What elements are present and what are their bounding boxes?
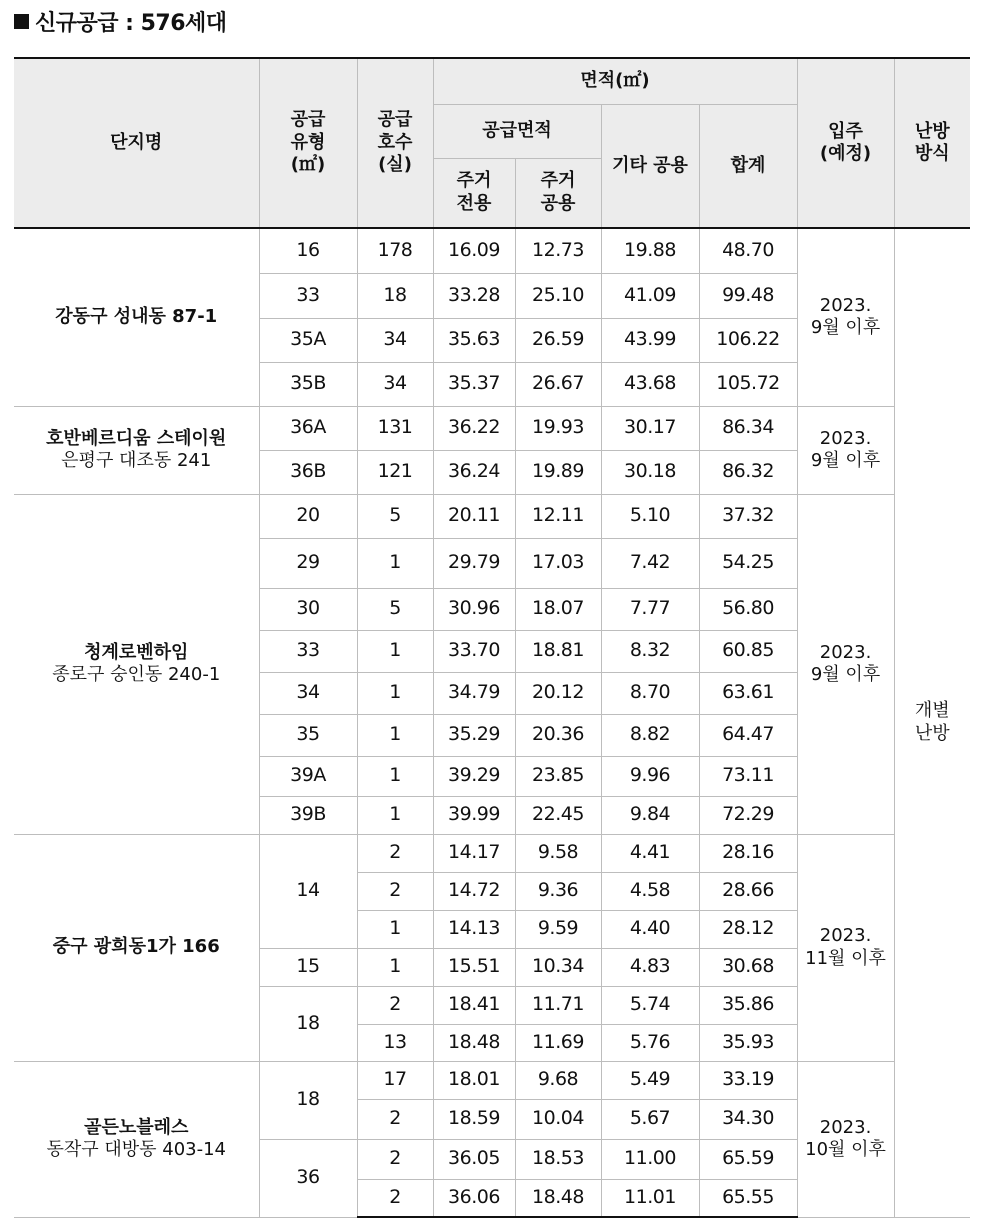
total-area-cell: 73.11 bbox=[699, 756, 797, 796]
exclusive-area-cell: 39.99 bbox=[433, 796, 515, 834]
supply-type-cell: 33 bbox=[259, 273, 357, 318]
header-complex-name: 단지명 bbox=[14, 58, 259, 228]
heating-cell: 개별 난방 bbox=[894, 228, 970, 1217]
residential-common-cell: 12.73 bbox=[515, 228, 601, 273]
header-heating: 난방 방식 bbox=[894, 58, 970, 228]
units-cell: 17 bbox=[357, 1061, 433, 1099]
supply-type-cell: 18 bbox=[259, 986, 357, 1061]
residential-common-cell: 11.71 bbox=[515, 986, 601, 1024]
units-cell: 2 bbox=[357, 986, 433, 1024]
complex-address: 동작구 대방동 403-14 bbox=[46, 1139, 227, 1160]
table-row bbox=[14, 228, 970, 273]
exclusive-area-cell: 36.05 bbox=[433, 1139, 515, 1179]
units-cell: 5 bbox=[357, 494, 433, 538]
other-common-cell: 11.01 bbox=[601, 1179, 699, 1217]
total-area-cell: 28.16 bbox=[699, 834, 797, 872]
residential-common-cell: 18.53 bbox=[515, 1139, 601, 1179]
total-area-cell: 64.47 bbox=[699, 714, 797, 756]
page-title-text: 신규공급 : 576세대 bbox=[35, 11, 227, 36]
table-row bbox=[14, 494, 970, 538]
units-cell: 2 bbox=[357, 872, 433, 910]
supply-type-cell: 35A bbox=[259, 318, 357, 362]
exclusive-area-cell: 36.24 bbox=[433, 450, 515, 494]
other-common-cell: 8.70 bbox=[601, 672, 699, 714]
total-area-cell: 28.12 bbox=[699, 910, 797, 948]
other-common-cell: 11.00 bbox=[601, 1139, 699, 1179]
other-common-cell: 5.10 bbox=[601, 494, 699, 538]
residential-common-cell: 9.59 bbox=[515, 910, 601, 948]
other-common-cell: 4.41 bbox=[601, 834, 699, 872]
residential-common-cell: 18.48 bbox=[515, 1179, 601, 1217]
other-common-cell: 4.58 bbox=[601, 872, 699, 910]
units-cell: 1 bbox=[357, 756, 433, 796]
supply-type-cell: 35 bbox=[259, 714, 357, 756]
other-common-cell: 7.77 bbox=[601, 588, 699, 630]
units-cell: 2 bbox=[357, 1099, 433, 1139]
table-row bbox=[14, 406, 970, 450]
residential-common-cell: 9.58 bbox=[515, 834, 601, 872]
residential-common-cell: 19.93 bbox=[515, 406, 601, 450]
units-cell: 1 bbox=[357, 948, 433, 986]
total-area-cell: 28.66 bbox=[699, 872, 797, 910]
other-common-cell: 8.82 bbox=[601, 714, 699, 756]
exclusive-area-cell: 18.48 bbox=[433, 1024, 515, 1061]
total-area-cell: 86.34 bbox=[699, 406, 797, 450]
header-total: 합계 bbox=[699, 104, 797, 228]
other-common-cell: 5.74 bbox=[601, 986, 699, 1024]
units-cell: 18 bbox=[357, 273, 433, 318]
complex-address: 은평구 대조동 241 bbox=[61, 450, 212, 471]
total-area-cell: 60.85 bbox=[699, 630, 797, 672]
residential-common-cell: 9.68 bbox=[515, 1061, 601, 1099]
exclusive-area-cell: 33.70 bbox=[433, 630, 515, 672]
header-supply-type: 공급 유형 (㎡) bbox=[259, 58, 357, 228]
total-area-cell: 65.55 bbox=[699, 1179, 797, 1217]
residential-common-cell: 22.45 bbox=[515, 796, 601, 834]
supply-type-cell: 39A bbox=[259, 756, 357, 796]
other-common-cell: 9.96 bbox=[601, 756, 699, 796]
units-cell: 1 bbox=[357, 910, 433, 948]
exclusive-area-cell: 18.41 bbox=[433, 986, 515, 1024]
exclusive-area-cell: 16.09 bbox=[433, 228, 515, 273]
residential-common-cell: 12.11 bbox=[515, 494, 601, 538]
units-cell: 1 bbox=[357, 796, 433, 834]
exclusive-area-cell: 14.13 bbox=[433, 910, 515, 948]
supply-type-cell: 35B bbox=[259, 362, 357, 406]
supply-type-cell: 34 bbox=[259, 672, 357, 714]
exclusive-area-cell: 15.51 bbox=[433, 948, 515, 986]
units-cell: 5 bbox=[357, 588, 433, 630]
other-common-cell: 4.40 bbox=[601, 910, 699, 948]
residential-common-cell: 26.67 bbox=[515, 362, 601, 406]
residential-common-cell: 9.36 bbox=[515, 872, 601, 910]
supply-type-cell: 29 bbox=[259, 538, 357, 588]
supply-type-cell: 16 bbox=[259, 228, 357, 273]
complex-name: 강동구 성내동 87-1 bbox=[55, 306, 218, 327]
residential-common-cell: 11.69 bbox=[515, 1024, 601, 1061]
move-in-cell: 2023. 9월 이후 bbox=[797, 494, 894, 834]
move-in-cell: 2023. 11월 이후 bbox=[797, 834, 894, 1061]
total-area-cell: 106.22 bbox=[699, 318, 797, 362]
residential-common-cell: 17.03 bbox=[515, 538, 601, 588]
header-move-in: 입주 (예정) bbox=[797, 58, 894, 228]
total-area-cell: 99.48 bbox=[699, 273, 797, 318]
total-area-cell: 105.72 bbox=[699, 362, 797, 406]
exclusive-area-cell: 29.79 bbox=[433, 538, 515, 588]
exclusive-area-cell: 33.28 bbox=[433, 273, 515, 318]
supply-type-cell: 36 bbox=[259, 1139, 357, 1217]
residential-common-cell: 19.89 bbox=[515, 450, 601, 494]
header-exclusive: 주거 전용 bbox=[433, 158, 515, 228]
move-in-cell: 2023. 9월 이후 bbox=[797, 406, 894, 494]
other-common-cell: 41.09 bbox=[601, 273, 699, 318]
exclusive-area-cell: 36.06 bbox=[433, 1179, 515, 1217]
other-common-cell: 19.88 bbox=[601, 228, 699, 273]
other-common-cell: 5.76 bbox=[601, 1024, 699, 1061]
total-area-cell: 35.93 bbox=[699, 1024, 797, 1061]
exclusive-area-cell: 14.17 bbox=[433, 834, 515, 872]
exclusive-area-cell: 35.37 bbox=[433, 362, 515, 406]
units-cell: 1 bbox=[357, 672, 433, 714]
square-bullet-icon bbox=[14, 14, 29, 29]
residential-common-cell: 18.81 bbox=[515, 630, 601, 672]
complex-name-cell bbox=[14, 494, 259, 834]
units-cell: 1 bbox=[357, 538, 433, 588]
complex-name: 호반베르디움 스테이원 bbox=[46, 427, 227, 449]
supply-table bbox=[14, 57, 970, 1218]
other-common-cell: 7.42 bbox=[601, 538, 699, 588]
exclusive-area-cell: 30.96 bbox=[433, 588, 515, 630]
exclusive-area-cell: 18.01 bbox=[433, 1061, 515, 1099]
other-common-cell: 4.83 bbox=[601, 948, 699, 986]
other-common-cell: 5.49 bbox=[601, 1061, 699, 1099]
header-other-common: 기타 공용 bbox=[601, 104, 699, 228]
header-residential-common: 주거 공용 bbox=[515, 158, 601, 228]
units-cell: 34 bbox=[357, 318, 433, 362]
other-common-cell: 5.67 bbox=[601, 1099, 699, 1139]
complex-name: 중구 광희동1가 166 bbox=[52, 936, 220, 958]
total-area-cell: 35.86 bbox=[699, 986, 797, 1024]
supply-type-cell: 15 bbox=[259, 948, 357, 986]
complex-name-cell bbox=[14, 228, 259, 406]
total-area-cell: 37.32 bbox=[699, 494, 797, 538]
residential-common-cell: 25.10 bbox=[515, 273, 601, 318]
exclusive-area-cell: 20.11 bbox=[433, 494, 515, 538]
units-cell: 178 bbox=[357, 228, 433, 273]
other-common-cell: 9.84 bbox=[601, 796, 699, 834]
complex-name: 청계로벤하임 bbox=[84, 641, 189, 663]
units-cell: 13 bbox=[357, 1024, 433, 1061]
units-cell: 131 bbox=[357, 406, 433, 450]
move-in-cell: 2023. 9월 이후 bbox=[797, 228, 894, 406]
table-row bbox=[14, 834, 970, 872]
supply-type-cell: 33 bbox=[259, 630, 357, 672]
exclusive-area-cell: 39.29 bbox=[433, 756, 515, 796]
residential-common-cell: 10.34 bbox=[515, 948, 601, 986]
total-area-cell: 30.68 bbox=[699, 948, 797, 986]
exclusive-area-cell: 35.29 bbox=[433, 714, 515, 756]
units-cell: 1 bbox=[357, 714, 433, 756]
total-area-cell: 48.70 bbox=[699, 228, 797, 273]
other-common-cell: 30.18 bbox=[601, 450, 699, 494]
total-area-cell: 65.59 bbox=[699, 1139, 797, 1179]
complex-address: 종로구 숭인동 240-1 bbox=[52, 664, 221, 685]
residential-common-cell: 20.12 bbox=[515, 672, 601, 714]
total-area-cell: 33.19 bbox=[699, 1061, 797, 1099]
total-area-cell: 34.30 bbox=[699, 1099, 797, 1139]
header-supply-units: 공급 호수 (실) bbox=[357, 58, 433, 228]
supply-type-cell: 36A bbox=[259, 406, 357, 450]
header-area: 면적(㎡) bbox=[433, 58, 797, 104]
table-header bbox=[14, 58, 970, 228]
complex-name-cell bbox=[14, 406, 259, 494]
other-common-cell: 30.17 bbox=[601, 406, 699, 450]
other-common-cell: 43.68 bbox=[601, 362, 699, 406]
total-area-cell: 86.32 bbox=[699, 450, 797, 494]
residential-common-cell: 18.07 bbox=[515, 588, 601, 630]
units-cell: 2 bbox=[357, 834, 433, 872]
exclusive-area-cell: 35.63 bbox=[433, 318, 515, 362]
total-area-cell: 54.25 bbox=[699, 538, 797, 588]
move-in-cell: 2023. 10월 이후 bbox=[797, 1061, 894, 1217]
residential-common-cell: 10.04 bbox=[515, 1099, 601, 1139]
supply-type-cell: 39B bbox=[259, 796, 357, 834]
complex-name-cell bbox=[14, 1061, 259, 1217]
supply-type-cell: 18 bbox=[259, 1061, 357, 1139]
residential-common-cell: 20.36 bbox=[515, 714, 601, 756]
exclusive-area-cell: 34.79 bbox=[433, 672, 515, 714]
complex-name-cell bbox=[14, 834, 259, 1061]
total-area-cell: 63.61 bbox=[699, 672, 797, 714]
units-cell: 1 bbox=[357, 630, 433, 672]
supply-type-cell: 30 bbox=[259, 588, 357, 630]
supply-type-cell: 14 bbox=[259, 834, 357, 948]
units-cell: 34 bbox=[357, 362, 433, 406]
table-body bbox=[14, 228, 970, 1217]
residential-common-cell: 26.59 bbox=[515, 318, 601, 362]
exclusive-area-cell: 18.59 bbox=[433, 1099, 515, 1139]
header-supply-area: 공급면적 bbox=[433, 104, 601, 158]
exclusive-area-cell: 36.22 bbox=[433, 406, 515, 450]
other-common-cell: 8.32 bbox=[601, 630, 699, 672]
supply-type-cell: 36B bbox=[259, 450, 357, 494]
exclusive-area-cell: 14.72 bbox=[433, 872, 515, 910]
units-cell: 2 bbox=[357, 1179, 433, 1217]
residential-common-cell: 23.85 bbox=[515, 756, 601, 796]
units-cell: 2 bbox=[357, 1139, 433, 1179]
complex-name: 골든노블레스 bbox=[84, 1116, 189, 1138]
other-common-cell: 43.99 bbox=[601, 318, 699, 362]
supply-type-cell: 20 bbox=[259, 494, 357, 538]
table-row bbox=[14, 1061, 970, 1099]
units-cell: 121 bbox=[357, 450, 433, 494]
page-title bbox=[14, 6, 227, 37]
total-area-cell: 56.80 bbox=[699, 588, 797, 630]
total-area-cell: 72.29 bbox=[699, 796, 797, 834]
